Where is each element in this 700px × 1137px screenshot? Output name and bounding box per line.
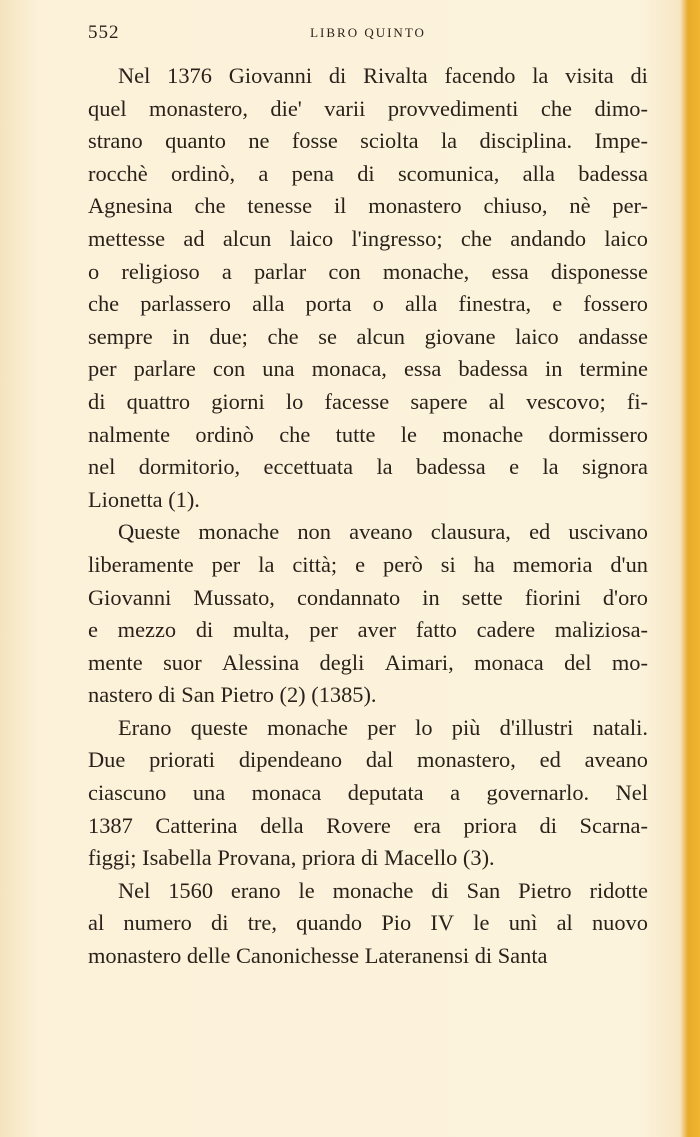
text-line bbox=[88, 712, 648, 745]
word: tre, bbox=[247, 910, 277, 936]
word: sempre bbox=[88, 323, 153, 349]
word: le bbox=[473, 910, 490, 936]
word: disciplina. bbox=[479, 128, 573, 154]
word: badessa bbox=[578, 160, 648, 186]
word: e bbox=[88, 617, 98, 643]
word: giovane bbox=[424, 323, 496, 349]
text-line bbox=[88, 93, 648, 126]
word: monache bbox=[267, 714, 348, 740]
word: unì bbox=[508, 910, 538, 936]
word: o bbox=[88, 258, 100, 284]
text-line bbox=[88, 288, 648, 321]
word: fiorini bbox=[524, 584, 581, 610]
word: la bbox=[532, 63, 549, 88]
word: ad bbox=[183, 225, 205, 251]
text-line bbox=[88, 744, 648, 777]
word: Erano bbox=[118, 714, 172, 740]
word: per bbox=[88, 356, 117, 382]
word: Mussato, bbox=[193, 584, 275, 610]
word: IV bbox=[430, 910, 455, 936]
word: vescovo; bbox=[526, 388, 606, 414]
word: lo bbox=[285, 388, 304, 414]
word: due; bbox=[209, 323, 248, 349]
word: alla bbox=[252, 291, 285, 317]
word: Scarna- bbox=[579, 812, 648, 838]
word: degli bbox=[319, 649, 365, 675]
word: fosse bbox=[291, 128, 338, 154]
word: di bbox=[357, 160, 375, 186]
word: del bbox=[564, 649, 592, 675]
word: per bbox=[211, 551, 241, 577]
word: di bbox=[431, 877, 449, 903]
word: mo- bbox=[611, 649, 648, 675]
word: e bbox=[355, 551, 366, 577]
word: per bbox=[309, 617, 338, 643]
word: Rovere bbox=[326, 812, 391, 838]
text-line bbox=[88, 907, 648, 940]
word: Catterina bbox=[155, 812, 238, 838]
word: che bbox=[460, 225, 492, 251]
word: disponesse bbox=[550, 258, 648, 284]
word: monaca bbox=[474, 649, 544, 675]
word: e bbox=[552, 291, 563, 317]
word: porta bbox=[305, 291, 352, 317]
word: mezzo bbox=[117, 617, 177, 643]
word: monache, bbox=[382, 258, 470, 284]
word: dormissero bbox=[548, 421, 648, 447]
word: monaca bbox=[251, 780, 322, 806]
word: sette bbox=[461, 584, 503, 610]
word: liberamente bbox=[88, 551, 194, 577]
word: ne bbox=[248, 128, 270, 154]
word: la bbox=[376, 454, 393, 480]
text-line bbox=[88, 321, 648, 354]
word: Alessina bbox=[222, 649, 300, 675]
word: alcun bbox=[222, 225, 272, 251]
word: la bbox=[440, 128, 458, 154]
word: Giovanni bbox=[228, 63, 313, 88]
word: di bbox=[328, 63, 347, 88]
word: l'ingresso; bbox=[351, 225, 443, 251]
word: finestra, bbox=[458, 291, 532, 317]
word: Pietro bbox=[518, 877, 572, 903]
word: di bbox=[211, 910, 229, 936]
word: a bbox=[221, 258, 232, 284]
word: clausura, bbox=[430, 519, 511, 545]
word: dipendeano bbox=[238, 747, 343, 773]
word: tenesse bbox=[247, 193, 313, 219]
word: Due bbox=[88, 747, 126, 773]
word: andando bbox=[510, 225, 587, 251]
text-line bbox=[88, 386, 648, 419]
word: chiuso, bbox=[483, 193, 548, 219]
page-header bbox=[88, 22, 648, 46]
word: dormitorio, bbox=[138, 454, 241, 480]
word: in bbox=[172, 323, 190, 349]
word: rocchè bbox=[88, 160, 148, 186]
word: ordinò, bbox=[170, 160, 236, 186]
word: aveano bbox=[349, 519, 413, 545]
text-line bbox=[88, 647, 648, 680]
word: Impe- bbox=[594, 128, 648, 154]
text-line bbox=[88, 516, 648, 549]
word: in bbox=[422, 584, 440, 610]
word: mente bbox=[88, 649, 143, 675]
word: dimo- bbox=[594, 95, 648, 121]
word: laico bbox=[515, 323, 559, 349]
word: termine bbox=[579, 356, 648, 382]
word: che bbox=[194, 193, 226, 219]
word: alcun bbox=[356, 323, 406, 349]
word: essa bbox=[403, 356, 442, 382]
word: 1376 bbox=[167, 63, 212, 88]
word: una bbox=[192, 780, 226, 806]
word: monastero bbox=[368, 193, 462, 219]
word: eccettuata bbox=[263, 454, 354, 480]
word: fatto bbox=[415, 617, 457, 643]
word: una bbox=[262, 356, 295, 382]
text-line bbox=[88, 353, 648, 386]
word: signora bbox=[582, 454, 648, 480]
word: fossero bbox=[583, 291, 648, 317]
word: a bbox=[258, 160, 269, 186]
word: se bbox=[318, 323, 337, 349]
text-line: Lionetta (1). bbox=[88, 486, 200, 512]
word: più bbox=[451, 714, 481, 740]
word: queste bbox=[190, 714, 248, 740]
word: nalmente bbox=[88, 421, 171, 447]
word: religioso bbox=[121, 258, 200, 284]
word: parlassero bbox=[140, 291, 231, 317]
text-line bbox=[88, 223, 648, 256]
word: andasse bbox=[578, 323, 648, 349]
word: deputata bbox=[347, 780, 424, 806]
word: scomunica, bbox=[397, 160, 500, 186]
word: maliziosa- bbox=[554, 617, 648, 643]
word: essa bbox=[491, 258, 529, 284]
word: mettesse bbox=[88, 225, 166, 251]
text-line bbox=[88, 549, 648, 582]
word: uscivano bbox=[568, 519, 648, 545]
text-line bbox=[88, 582, 648, 615]
word: sapere bbox=[410, 388, 468, 414]
word: con bbox=[212, 356, 246, 382]
word: d'un bbox=[610, 551, 648, 577]
word: a bbox=[450, 780, 461, 806]
word: la bbox=[258, 551, 275, 577]
word: era bbox=[413, 812, 441, 838]
word: Nel bbox=[118, 63, 151, 88]
word: suor bbox=[163, 649, 202, 675]
word: monache bbox=[332, 877, 414, 903]
word: Pio bbox=[381, 910, 412, 936]
text-line bbox=[88, 810, 648, 843]
word: numero bbox=[123, 910, 192, 936]
text-line bbox=[88, 256, 648, 289]
word: monastero, bbox=[416, 747, 516, 773]
word: e bbox=[509, 454, 520, 480]
word: governarlo. bbox=[486, 780, 590, 806]
page-number: 552 bbox=[88, 22, 120, 43]
word: die' bbox=[270, 95, 302, 121]
word: visita bbox=[565, 63, 614, 88]
word: il bbox=[333, 193, 347, 219]
word: lo bbox=[415, 714, 433, 740]
word: quando bbox=[296, 910, 363, 936]
word: dal bbox=[365, 747, 394, 773]
word: giorni bbox=[211, 388, 265, 414]
word: quanto bbox=[165, 128, 227, 154]
running-head: LIBRO QUINTO bbox=[310, 25, 426, 40]
word: che bbox=[540, 95, 572, 121]
word: di bbox=[539, 812, 557, 838]
word: non bbox=[297, 519, 331, 545]
word: Agnesina bbox=[88, 193, 173, 219]
text-line bbox=[88, 875, 648, 908]
text-line bbox=[88, 158, 648, 191]
word: Nel bbox=[118, 877, 151, 903]
word: di bbox=[88, 388, 106, 414]
word: San bbox=[466, 877, 501, 903]
text-line bbox=[88, 419, 648, 452]
word: al bbox=[556, 910, 573, 936]
word: erano bbox=[230, 877, 281, 903]
word: Aimari, bbox=[384, 649, 454, 675]
word: ridotte bbox=[589, 877, 648, 903]
word: ha bbox=[473, 551, 495, 577]
word: laico bbox=[604, 225, 648, 251]
word: al bbox=[88, 910, 105, 936]
word: quattro bbox=[126, 388, 191, 414]
word: priorati bbox=[149, 747, 216, 773]
word: aveano bbox=[584, 747, 648, 773]
word: o bbox=[372, 291, 384, 317]
word: monastero, bbox=[149, 95, 248, 121]
word: per bbox=[367, 714, 396, 740]
word: priora bbox=[463, 812, 517, 838]
word: nel bbox=[88, 454, 116, 480]
word: memoria bbox=[512, 551, 593, 577]
body-text bbox=[88, 60, 648, 973]
word: monache bbox=[198, 519, 280, 545]
word: che bbox=[267, 323, 299, 349]
word: con bbox=[328, 258, 361, 284]
word: la bbox=[542, 454, 559, 480]
word: ciascuno bbox=[88, 780, 167, 806]
word: badessa bbox=[458, 356, 528, 382]
word: tutte bbox=[335, 421, 376, 447]
word: nuovo bbox=[591, 910, 648, 936]
word: badessa bbox=[416, 454, 486, 480]
word: natali. bbox=[592, 714, 648, 740]
word: laico bbox=[289, 225, 334, 251]
word: parlar bbox=[253, 258, 307, 284]
word: multa, bbox=[232, 617, 290, 643]
word: 1560 bbox=[168, 877, 214, 903]
word: parlare bbox=[133, 356, 196, 382]
word: nè bbox=[569, 193, 591, 219]
word: fi- bbox=[626, 388, 648, 414]
text-line bbox=[88, 777, 648, 810]
word: monache bbox=[442, 421, 524, 447]
text-line: monastero delle Canonichesse Lateranensi di Santa bbox=[88, 943, 548, 969]
text-line bbox=[88, 60, 648, 93]
word: varii bbox=[324, 95, 366, 121]
word: in bbox=[545, 356, 563, 382]
word: condannato bbox=[296, 584, 401, 610]
word: Giovanni bbox=[88, 584, 172, 610]
word: però bbox=[383, 551, 423, 577]
word: al bbox=[488, 388, 505, 414]
word: ordinò bbox=[195, 421, 254, 447]
text-line: figgi; Isabella Provana, priora di Macello (3). bbox=[88, 845, 495, 871]
word: aver bbox=[357, 617, 397, 643]
word: di bbox=[195, 617, 214, 643]
word: d'illustri bbox=[499, 714, 574, 740]
text-line bbox=[88, 125, 648, 158]
text-line bbox=[88, 190, 648, 223]
text-line: nastero di San Pietro (2) (1385). bbox=[88, 682, 377, 708]
word: facendo bbox=[444, 63, 516, 88]
word: monaca, bbox=[311, 356, 387, 382]
word: alla bbox=[404, 291, 438, 317]
word: Queste bbox=[118, 519, 181, 545]
word: provvedimenti bbox=[387, 95, 519, 121]
word: strano bbox=[88, 128, 143, 154]
word: ed bbox=[539, 747, 561, 773]
word: pena bbox=[291, 160, 334, 186]
word: sciolta bbox=[360, 128, 419, 154]
word: le bbox=[400, 421, 417, 447]
word: che bbox=[279, 421, 311, 447]
text-line bbox=[88, 614, 648, 647]
word: di bbox=[630, 63, 648, 88]
word: le bbox=[298, 877, 315, 903]
word: 1387 bbox=[88, 812, 133, 838]
word: alla bbox=[522, 160, 555, 186]
word: che bbox=[88, 291, 120, 317]
word: per- bbox=[612, 193, 648, 219]
word: facesse bbox=[324, 388, 390, 414]
text-line bbox=[88, 451, 648, 484]
word: città; bbox=[292, 551, 338, 577]
word: cadere bbox=[476, 617, 536, 643]
word: Rivalta bbox=[363, 63, 428, 88]
word: quel bbox=[88, 95, 127, 121]
word: Nel bbox=[615, 780, 648, 806]
word: si bbox=[440, 551, 456, 577]
word: d'oro bbox=[602, 584, 648, 610]
word: della bbox=[260, 812, 304, 838]
word: ed bbox=[529, 519, 551, 545]
